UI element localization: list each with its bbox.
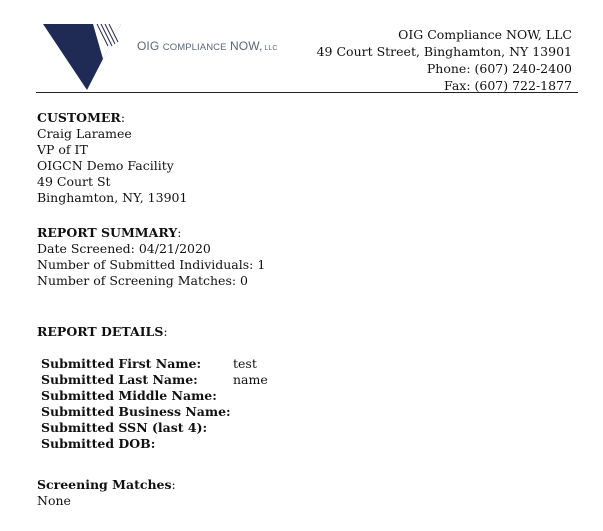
detail-label: Submitted Middle Name:: [41, 388, 217, 403]
details-row: [41, 356, 268, 372]
details-heading: REPORT DETAILS:: [37, 324, 168, 339]
header-divider: [36, 92, 578, 93]
customer-city: Binghamton, NY, 13901: [37, 190, 188, 205]
details-row: [41, 372, 268, 388]
customer-title: VP of IT: [37, 142, 88, 157]
company-street: 49 Court Street, Binghamton, NY 13901: [316, 44, 572, 59]
company-phone: Phone: (607) 240-2400: [426, 61, 572, 76]
company-name: OIG Compliance NOW, LLC: [398, 27, 572, 42]
summary-individuals: Number of Submitted Individuals: 1: [37, 257, 266, 272]
company-fax: Fax: (607) 722-1877: [444, 78, 572, 93]
details-table: [41, 356, 268, 452]
details-row: [41, 404, 268, 420]
detail-label: Submitted Last Name:: [41, 372, 198, 387]
customer-section: [37, 110, 187, 206]
logo-wordmark: OIG COMPLIANCE NOW, LLC: [137, 39, 278, 53]
summary-section: [37, 225, 265, 289]
matches-value: None: [37, 493, 71, 508]
detail-label: Submitted SSN (last 4):: [41, 420, 208, 435]
company-address-block: [317, 26, 572, 94]
details-row: [41, 420, 268, 436]
customer-street: 49 Court St: [37, 174, 111, 189]
detail-label: Submitted First Name:: [41, 356, 202, 371]
matches-section: [37, 477, 176, 509]
detail-value: name: [233, 372, 268, 387]
customer-facility: OIGCN Demo Facility: [37, 158, 174, 173]
matches-heading: Screening Matches:: [37, 477, 176, 492]
detail-label: Submitted Business Name:: [41, 404, 231, 419]
summary-matches: Number of Screening Matches: 0: [37, 273, 248, 288]
detail-value: test: [233, 356, 257, 371]
details-row: [41, 388, 268, 404]
detail-label: Submitted DOB:: [41, 436, 156, 451]
summary-date: Date Screened: 04/21/2020: [37, 241, 211, 256]
customer-heading: CUSTOMER:: [37, 110, 126, 125]
customer-name: Craig Laramee: [37, 126, 132, 141]
details-row: [41, 436, 268, 452]
company-logo-icon: [43, 24, 121, 90]
summary-heading: REPORT SUMMARY:: [37, 225, 182, 240]
